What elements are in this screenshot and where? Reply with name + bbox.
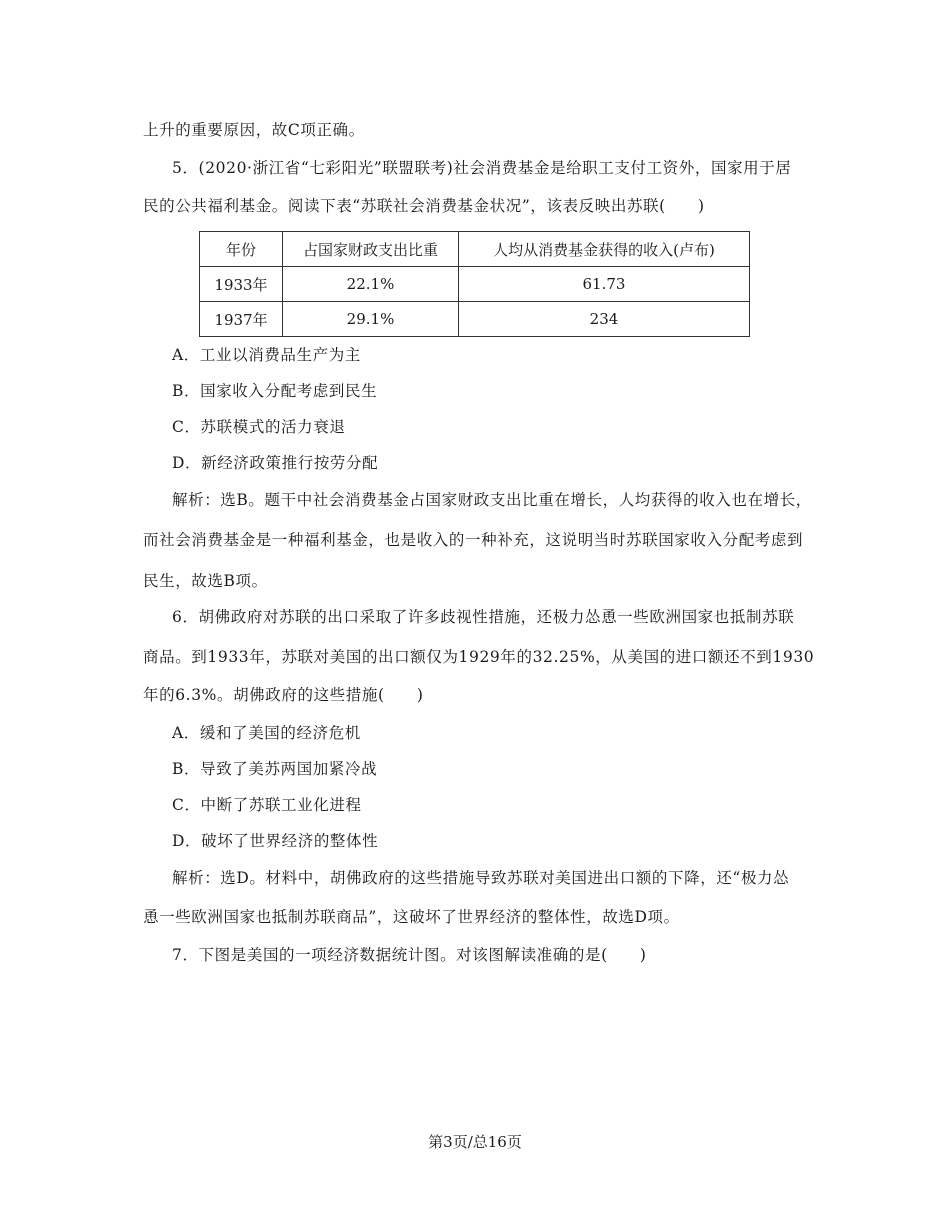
question-5-line-2: 民的公共福利基金。阅读下表“苏联社会消费基金状况”，该表反映出苏联( ) (143, 197, 705, 215)
option-d: D．新经济政策推行按劳分配 (172, 454, 379, 472)
question-6-line-3: 年的6.3%。胡佛政府的这些措施( ) (143, 686, 424, 704)
analysis-5-line-2: 而社会消费基金是一种福利基金，也是收入的一种补充，这说明当时苏联国家收入分配考虑到 (143, 531, 804, 549)
analysis-5-line-3: 民生，故选B项。 (143, 572, 268, 590)
question-7-line: 7．下图是美国的一项经济数据统计图。对该图解读准确的是( ) (172, 946, 647, 964)
option-b: B．导致了美苏两国加紧冷战 (172, 760, 378, 778)
table-header-cell: 人均从消费基金获得的收入(卢布) (459, 232, 750, 267)
analysis-6-line-2: 恿一些欧洲国家也抵制苏联商品”，这破坏了世界经济的整体性，故选D项。 (143, 908, 680, 926)
table-row (200, 302, 750, 337)
option-d: D．破坏了世界经济的整体性 (172, 832, 379, 850)
table-header-cell: 年份 (200, 232, 283, 267)
option-b: B．国家收入分配考虑到民生 (172, 382, 378, 400)
table-cell: 1933年 (200, 267, 283, 302)
table-cell: 29.1% (283, 302, 459, 337)
consumption-fund-table (199, 231, 750, 337)
table-cell: 61.73 (459, 267, 750, 302)
option-c: C．苏联模式的活力衰退 (172, 418, 346, 436)
analysis-6-line-1: 解析：选D。材料中，胡佛政府的这些措施导致苏联对美国进出口额的下降，还“极力怂 (172, 869, 790, 887)
analysis-5-line-1: 解析：选B。题干中社会消费基金占国家财政支出比重在增长，人均获得的收入也在增长， (172, 491, 812, 509)
page-footer: 第3页/总16页 (428, 1133, 522, 1151)
option-a: A．缓和了美国的经济危机 (172, 724, 361, 742)
question-5-line-1: 5．(2020·浙江省“七彩阳光”联盟联考)社会消费基金是给职工支付工资外，国家用于居 (172, 159, 792, 177)
text-line: 上升的重要原因，故C项正确。 (143, 121, 365, 139)
table-header-cell: 占国家财政支出比重 (283, 232, 459, 267)
question-6-line-2: 商品。到1933年，苏联对美国的出口额仅为1929年的32.25%，从美国的进口额还不到1930 (143, 648, 815, 666)
option-a: A．工业以消费品生产为主 (172, 346, 361, 364)
table-header-row (200, 232, 750, 267)
table-cell: 1937年 (200, 302, 283, 337)
question-6-line-1: 6．胡佛政府对苏联的出口采取了许多歧视性措施，还极力怂恿一些欧洲国家也抵制苏联 (172, 608, 795, 626)
table-cell: 234 (459, 302, 750, 337)
table-row (200, 267, 750, 302)
table-cell: 22.1% (283, 267, 459, 302)
option-c: C．中断了苏联工业化进程 (172, 796, 362, 814)
